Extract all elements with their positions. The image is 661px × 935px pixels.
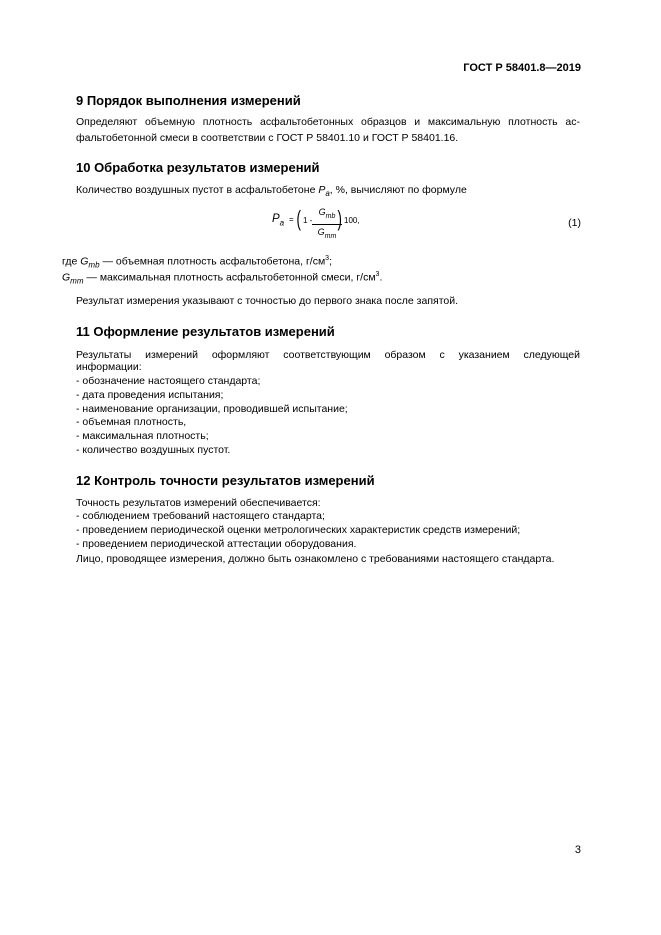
formula-close-paren: )	[337, 206, 342, 231]
section-12-list	[76, 510, 520, 551]
list-item: - соблюдением требований настоящего стандарта;	[76, 510, 325, 522]
section-11-list	[76, 375, 348, 458]
list-item: - количество воздушных пустот.	[76, 443, 231, 456]
list-item: - обозначение настоящего стандарта;	[76, 375, 261, 387]
definition-gmb: где $G_{mb}$ — объемная плотность асфальтобетона, $г/см^3$;	[62, 255, 332, 270]
list-item: - наименование организации, проводившей испытание;	[76, 402, 348, 415]
formula-open-paren: (	[296, 206, 301, 231]
section-12-closing: Лицо, проводящее измерения, должно быть ознакомлено с требованиями настоящего стандарта.	[76, 553, 555, 565]
section-10-intro: Количество воздушных пустот в асфальтобетоне $P_a$, %, вычисляют по формуле	[76, 184, 467, 199]
formula-number: (1)	[568, 217, 581, 229]
section-11-paragraph-line2: информации:	[76, 361, 142, 373]
list-item: - дата проведения испытания;	[76, 388, 224, 401]
list-item: - объемная плотность,	[76, 416, 187, 429]
section-9-paragraph-line2: фальтобетонной смеси в соответствии с ГОСТ Р 58401.10 и ГОСТ Р 58401.16.	[76, 132, 459, 144]
definition-gmm: $G_{mm}$ — максимальная плотность асфальтобетонной смеси, $г/см^3$.	[62, 271, 383, 286]
result-precision-text: Результат измерения указывают с точностью до первого знака после запятой.	[76, 295, 459, 307]
section-12-intro: Точность результатов измерений обеспечивается:	[76, 497, 321, 509]
list-item: - проведением периодической оценки метрологических характеристик средств измерений;	[76, 523, 521, 536]
formula-one-minus: 1 -	[303, 216, 313, 225]
page-number: 3	[574, 844, 581, 856]
formula-equals: =	[289, 215, 294, 224]
section-9-paragraph-line1: Определяют объемную плотность асфальтобетонных образцов и максимальную плотность ас-	[76, 116, 580, 128]
section-11-paragraph-line1: Результаты измерений оформляют соответствующим образом с указанием следующей	[76, 349, 580, 361]
formula-lhs: $P_a$	[272, 213, 285, 228]
formula-1	[272, 206, 392, 246]
list-item: - проведением периодической аттестации оборудования.	[76, 537, 357, 550]
section-11-title: 11 Оформление результатов измерений	[76, 324, 335, 339]
section-10-title: 10 Обработка результатов измерений	[76, 160, 320, 175]
standard-code: ГОСТ Р 58401.8—2019	[463, 62, 581, 74]
formula-times-100: 100,	[344, 216, 360, 225]
formula-fraction: $G_{mb}$ $G_{mm}$	[312, 206, 342, 243]
list-item: - максимальная плотность;	[76, 430, 209, 443]
section-9-title: 9 Порядок выполнения измерений	[76, 93, 301, 108]
section-12-title: 12 Контроль точности результатов измерений	[76, 473, 375, 488]
